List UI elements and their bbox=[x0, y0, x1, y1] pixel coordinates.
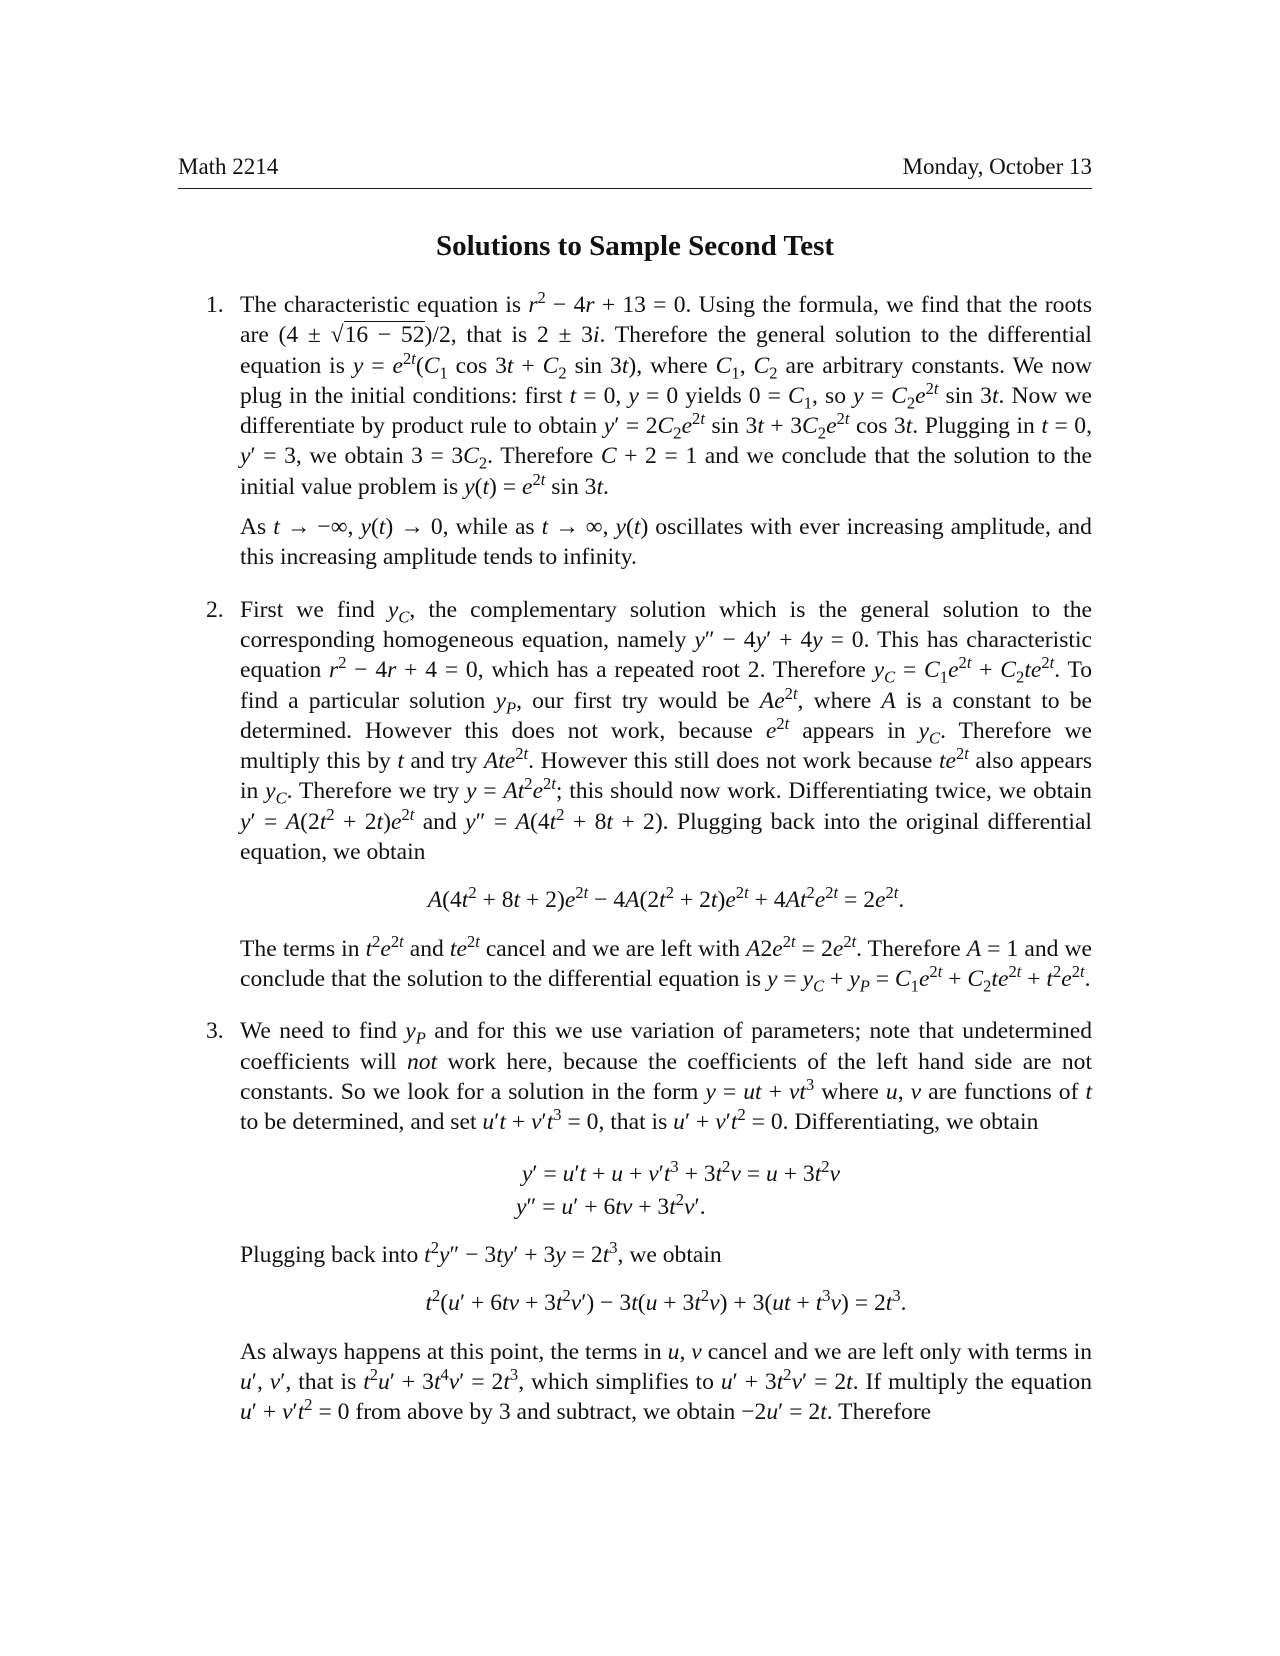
problem-1-paragraph-2: As t → −∞, y(t) → 0, while as t → ∞, y(t) oscillates with ever increasing amplitude, and this increasing amplitude tends to infinity. bbox=[240, 514, 1092, 571]
problem-number: 1. bbox=[206, 292, 224, 318]
problem-2-paragraph-1: First we find $y_C$, the complementary solution which is the general solution to the corresponding homogeneous equation, namely y″ − 4y′ + 4y = 0. This has characteristic equation $r^2 - 4r + 4 = 0$, which has a repeated root 2. Therefore $y_C = C_1e^{2t} + C_2te^{2t}$. To find a particular solution $y_P$, our first try would be $Ae^{2t}$, where A is a constant to be determined. However this does not work, because $e^{2t}$ appears in $y_C$. Therefore we multiply this by t and try Ate$^{2t}$. However this still does not work because $te^{2t}$ also appears in $y_C$. Therefore we try $y = At^2e^{2t}$; this should now work. Differentiating twice, we obtain $y' = A(2t^2 + 2t)e^{2t}$ and $y'' = A(4t^2 + 8t + 2)$. Plugging back into the original differential equation, we obtain bbox=[240, 596, 1093, 866]
problem-3-equation: $t^2(u' + 6tv + 3t^2v') - 3t(u + 3t^2v) + 3(ut + t^3v) = 2t^3$. bbox=[425, 1286, 907, 1317]
problem-3-paragraph-2: Plugging back into $t^2y'' - 3ty' + 3y = 2t^3$, we obtain bbox=[240, 1238, 722, 1269]
problem-2 bbox=[178, 595, 1092, 995]
problem-1-paragraph-1: The characteristic equation is $r^2 - 4r + 13 = 0$. Using the formula, we find that the roots are (4 ± √16 − 52)/2, that is 2 ± 3i. Therefore the general solution to the differential equation is $y = e^{2t}(C_1$ $\cos 3t + C_2$ sin 3t), where $C_1$, $C_2$ are arbitrary constants. We now plug in the initial conditions: first t = 0, y = 0 yields $0 = C_1$, so $y = C_2e^{2t}$ sin 3t. Now we differentiate by product rule to obtain $y' = 2C_2e^{2t}$ $\sin 3t + 3C_2e^{2t}$ cos 3t. Plugging in t = 0, y′ = 3, we obtain $3 = 3C_2$. Therefore C + 2 = 1 and we conclude that the solution to the initial value problem is $y(t) = e^{2t}$ sin 3t. bbox=[240, 288, 1093, 500]
first-derivative-line: $y' = u't + u + v't^3 + 3t^2v = u + 3t^2v$ bbox=[521, 1157, 841, 1188]
course-label: Math 2214 bbox=[178, 154, 279, 179]
problem-2-paragraph-2: The terms in $t^2e^{2t}$ and $te^{2t}$ cancel and we are left with $A2e^{2t} = 2e^{2t}$. Therefore A = 1 and we conclude that the solution to the differential equation is $y = y_C + y_P = C_1e^{2t} + C_2te^{2t} + t^2e^{2t}$. bbox=[240, 931, 1092, 996]
problem-1 bbox=[178, 290, 1092, 573]
second-derivative-line: $y'' = u' + 6tv + 3t^2v'$. bbox=[516, 1189, 706, 1220]
problem-2-equation: $A(4t^2 + 8t + 2)e^{2t} - 4A(2t^2 + 2t)e^{2t} + 4At^2e^{2t} = 2e^{2t}$. bbox=[427, 883, 905, 914]
page-title: Solutions to Sample Second Test bbox=[435, 230, 835, 262]
problem-number: 2. bbox=[206, 596, 224, 623]
problem-3-derivatives bbox=[476, 1159, 856, 1222]
problem-3 bbox=[178, 1016, 1092, 1427]
solutions-list bbox=[178, 290, 1092, 1450]
date-label: Monday, October 13 bbox=[902, 154, 1092, 179]
problem-3-paragraph-3: As always happens at this point, the terms in u, v cancel and we are left only with terms in u′, v′, that is $t^2u' + 3t^4v' = 2t^3$, which simplifies to $u' + 3t^2v' = 2t$. If multiply the equation $u' + v't^2 = 0$ from above by 3 and subtract, we obtain −2u′ = 2t. Therefore bbox=[240, 1338, 1093, 1426]
problem-number: 3. bbox=[206, 1018, 224, 1045]
problem-3-paragraph-1: We need to find $y_P$ and for this we use variation of parameters; note that undetermined coefficients will not work here, because the coefficients of the left hand side are not constants. So we look for a solution in the form y = ut + $vt^3$ where u, v are functions of t to be determined, and set $u't + v't^3 = 0$, that is $u' + v't^2 = 0$. Differentiating, we obtain bbox=[240, 1018, 1093, 1136]
page-header bbox=[178, 152, 1092, 189]
